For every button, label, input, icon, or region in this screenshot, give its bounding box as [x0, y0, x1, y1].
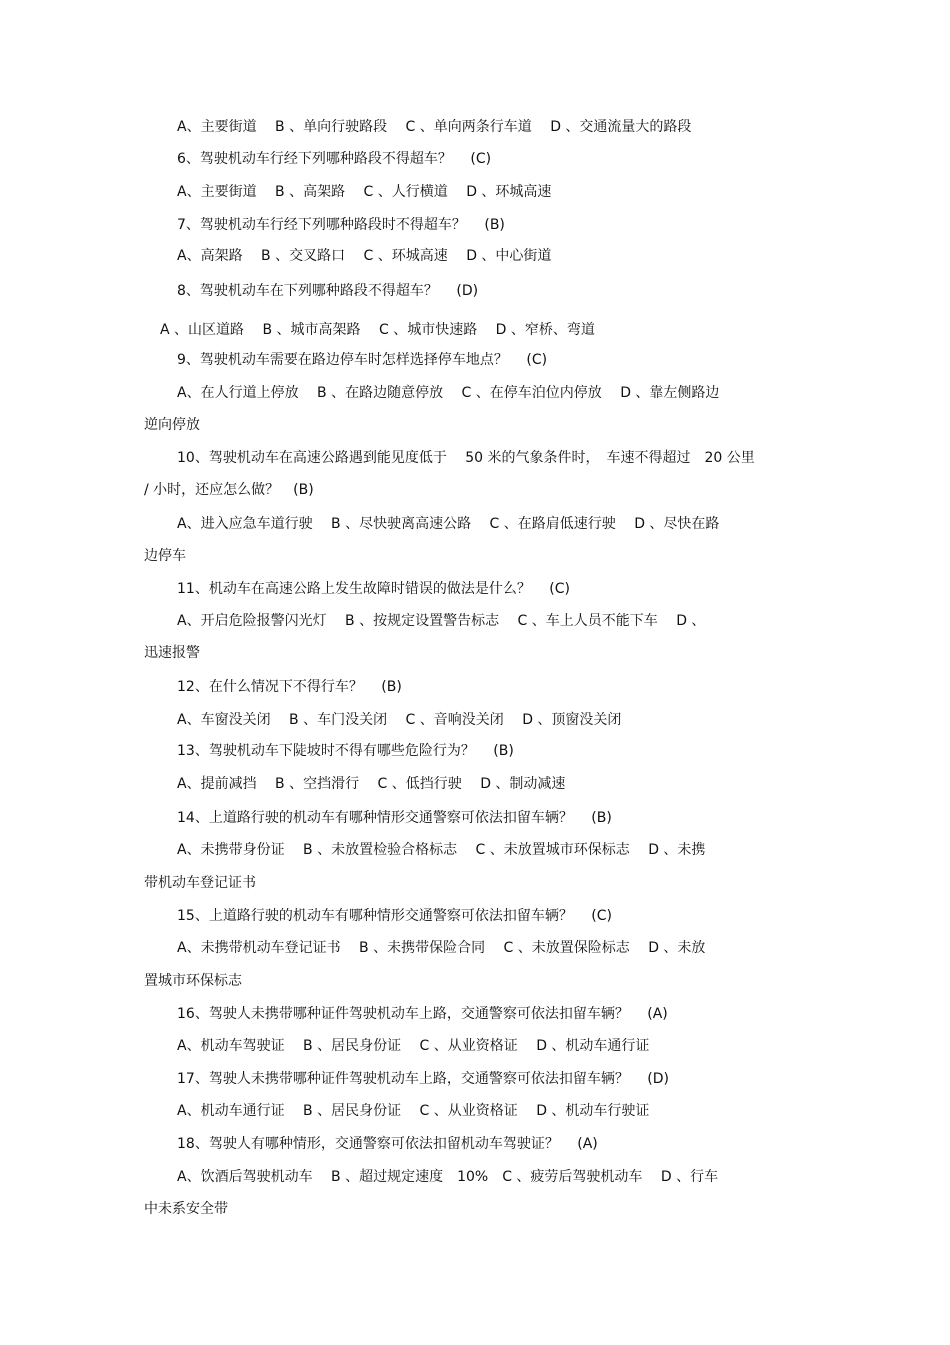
answer-options-continuation: 中未系安全带	[144, 1201, 228, 1217]
answer-options-line: A、机动车驾驶证 B 、居民身份证 C 、从业资格证 D 、机动车通行证	[177, 1038, 650, 1054]
answer-options-line: A、饮酒后驾驶机动车 B 、超过规定速度 10% C 、疲劳后驾驶机动车 D 、行车	[177, 1169, 719, 1185]
question-7: 7、驾驶机动车行经下列哪种路段时不得超车？ (B)	[177, 217, 505, 233]
answer-options-line: A、未携带身份证 B 、未放置检验合格标志 C 、未放置城市环保标志 D 、未携	[177, 842, 706, 858]
question-18: 18、驾驶人有哪种情形，交通警察可依法扣留机动车驾驶证？ (A)	[177, 1136, 598, 1152]
answer-options-line: A 、山区道路 B 、城市高架路 C 、城市快速路 D 、窄桥、弯道	[160, 322, 595, 338]
question-16: 16、驾驶人未携带哪种证件驾驶机动车上路，交通警察可依法扣留车辆？ (A)	[177, 1006, 668, 1022]
answer-options-line: A、开启危险报警闪光灯 B 、按规定设置警告标志 C 、车上人员不能下车 D 、	[177, 613, 706, 629]
answer-options-continuation: 带机动车登记证书	[144, 875, 256, 891]
question-14: 14、上道路行驶的机动车有哪种情形交通警察可依法扣留车辆？ (B)	[177, 810, 612, 826]
answer-options-line: A、主要街道 B 、单向行驶路段 C 、单向两条行车道 D 、交通流量大的路段	[177, 119, 692, 135]
question-17: 17、驾驶人未携带哪种证件驾驶机动车上路，交通警察可依法扣留车辆？ (D)	[177, 1071, 669, 1087]
answer-options-continuation: 边停车	[144, 548, 186, 564]
answer-options-continuation: 置城市环保标志	[144, 973, 242, 989]
answer-options-line: A、未携带机动车登记证书 B 、未携带保险合同 C 、未放置保险标志 D 、未放	[177, 940, 706, 956]
answer-options-line: A、进入应急车道行驶 B 、尽快驶离高速公路 C 、在路肩低速行驶 D 、尽快在路	[177, 516, 720, 532]
question-10: 10、驾驶机动车在高速公路遇到能见度低于 50 米的气象条件时， 车速不得超过 20 公里	[177, 450, 755, 466]
question-15: 15、上道路行驶的机动车有哪种情形交通警察可依法扣留车辆？ (C)	[177, 908, 612, 924]
question-8: 8、驾驶机动车在下列哪种路段不得超车？ (D)	[177, 283, 479, 299]
answer-options-continuation: 逆向停放	[144, 417, 200, 433]
question-13: 13、驾驶机动车下陡坡时不得有哪些危险行为？ (B)	[177, 743, 514, 759]
answer-options-line: A、在人行道上停放 B 、在路边随意停放 C 、在停车泊位内停放 D 、靠左侧路边	[177, 385, 720, 401]
question-6: 6、驾驶机动车行经下列哪种路段不得超车？ (C)	[177, 151, 492, 167]
answer-options-line: A、机动车通行证 B 、居民身份证 C 、从业资格证 D 、机动车行驶证	[177, 1103, 650, 1119]
question-10-continuation: / 小时，还应怎么做？ (B)	[144, 482, 314, 498]
question-9: 9、驾驶机动车需要在路边停车时怎样选择停车地点？ (C)	[177, 352, 548, 368]
question-11: 11、机动车在高速公路上发生故障时错误的做法是什么？ (C)	[177, 581, 570, 597]
answer-options-line: A、提前减挡 B 、空挡滑行 C 、低挡行驶 D 、制动减速	[177, 776, 566, 792]
answer-options-continuation: 迅速报警	[144, 645, 200, 661]
answer-options-line: A、高架路 B 、交叉路口 C 、环城高速 D 、中心街道	[177, 248, 552, 264]
question-12: 12、在什么情况下不得行车？ (B)	[177, 679, 402, 695]
answer-options-line: A、车窗没关闭 B 、车门没关闭 C 、音响没关闭 D 、顶窗没关闭	[177, 712, 622, 728]
answer-options-line: A、主要街道 B 、高架路 C 、人行横道 D 、环城高速	[177, 184, 552, 200]
